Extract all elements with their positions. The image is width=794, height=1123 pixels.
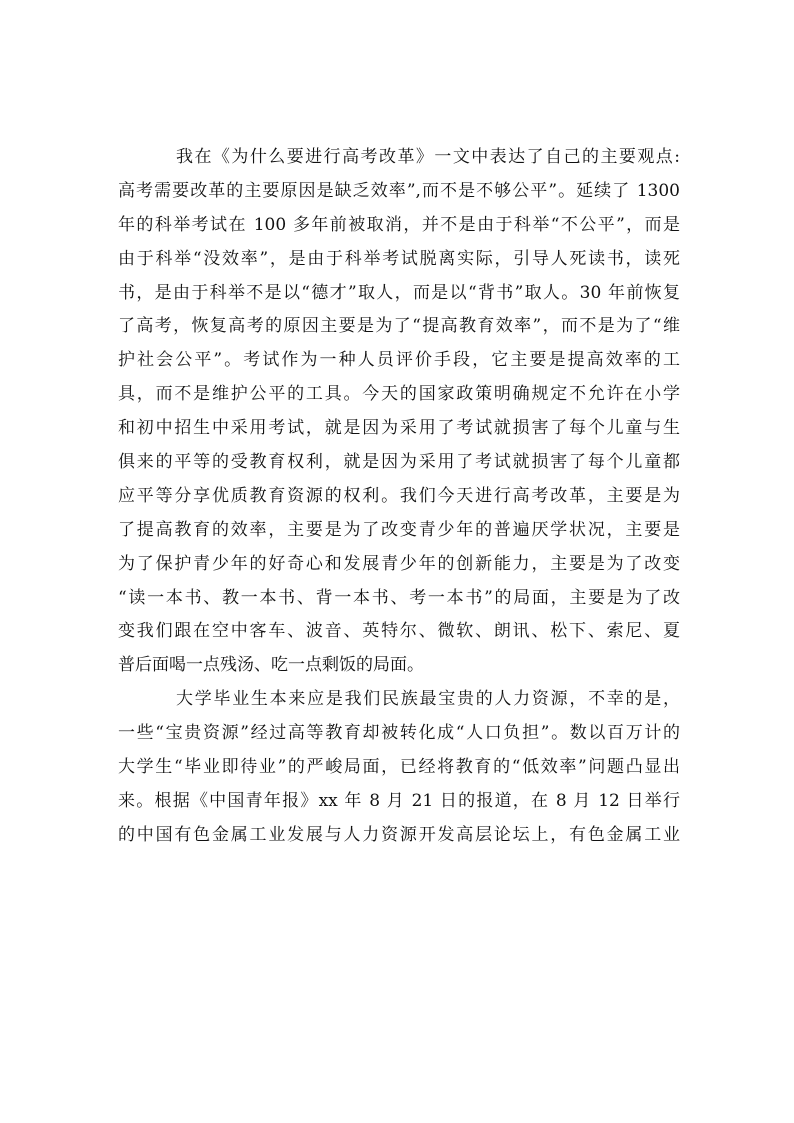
text-line: 和初中招生中采用考试，就是因为采用了考试就损害了每个儿童与生	[118, 418, 680, 439]
text-line: 高考需要改革的主要原因是缺乏效率”,而不是不够公平”。延续了 1300	[118, 180, 680, 201]
text-line: 护社会公平”。考试作为一种人员评价手段，它主要是提高效率的工	[118, 350, 680, 371]
document-body	[118, 141, 680, 853]
text-line: 一些“宝贵资源”经过高等教育却被转化成“人口负担”。数以百万计的	[118, 723, 680, 744]
text-line: “读一本书、教一本书、背一本书、考一本书”的局面，主要是为了改	[118, 587, 680, 608]
text-line: 年的科举考试在 100 多年前被取消，并不是由于科举“不公平”，而是	[118, 214, 680, 235]
text-line: 大学生“毕业即待业”的严峻局面，已经将教育的“低效率”问题凸显出	[118, 757, 680, 778]
text-line: 应平等分享优质教育资源的权利。我们今天进行高考改革，主要是为	[118, 485, 680, 506]
paragraph-2	[118, 683, 680, 852]
text-line: 书，是由于科举不是以“德才”取人，而是以“背书”取人。30 年前恢复	[118, 282, 680, 303]
text-line: 为了保护青少年的好奇心和发展青少年的创新能力，主要是为了改变	[118, 553, 680, 574]
text-line: 的中国有色金属工业发展与人力资源开发高层论坛上，有色金属工业	[118, 824, 680, 845]
text-line: 我在《为什么要进行高考改革》一文中表达了自己的主要观点:	[176, 147, 680, 167]
text-line: 大学毕业生本来应是我们民族最宝贵的人力资源，不幸的是，	[176, 689, 680, 710]
text-line: 了高考，恢复高考的原因主要是为了“提高教育效率”，而不是为了“维	[118, 316, 680, 337]
text-line: 俱来的平等的受教育权利，就是因为采用了考试就损害了每个儿童都	[118, 452, 680, 473]
paragraph-1	[118, 141, 680, 683]
text-line: 由于科举“没效率”，是由于科举考试脱离实际，引导人死读书，读死	[118, 248, 680, 269]
text-line: 变我们跟在空中客车、波音、英特尔、微软、朗讯、松下、索尼、夏	[118, 621, 680, 642]
text-line: 了提高教育的效率，主要是为了改变青少年的普遍厌学状况，主要是	[118, 519, 680, 540]
text-line: 普后面喝一点残汤、吃一点剩饭的局面。	[118, 655, 424, 676]
text-line: 具，而不是维护公平的工具。今天的国家政策明确规定不允许在小学	[118, 384, 680, 405]
text-line: 来。根据《中国青年报》xx 年 8 月 21 日的报道，在 8 月 12 日举行	[118, 790, 680, 811]
